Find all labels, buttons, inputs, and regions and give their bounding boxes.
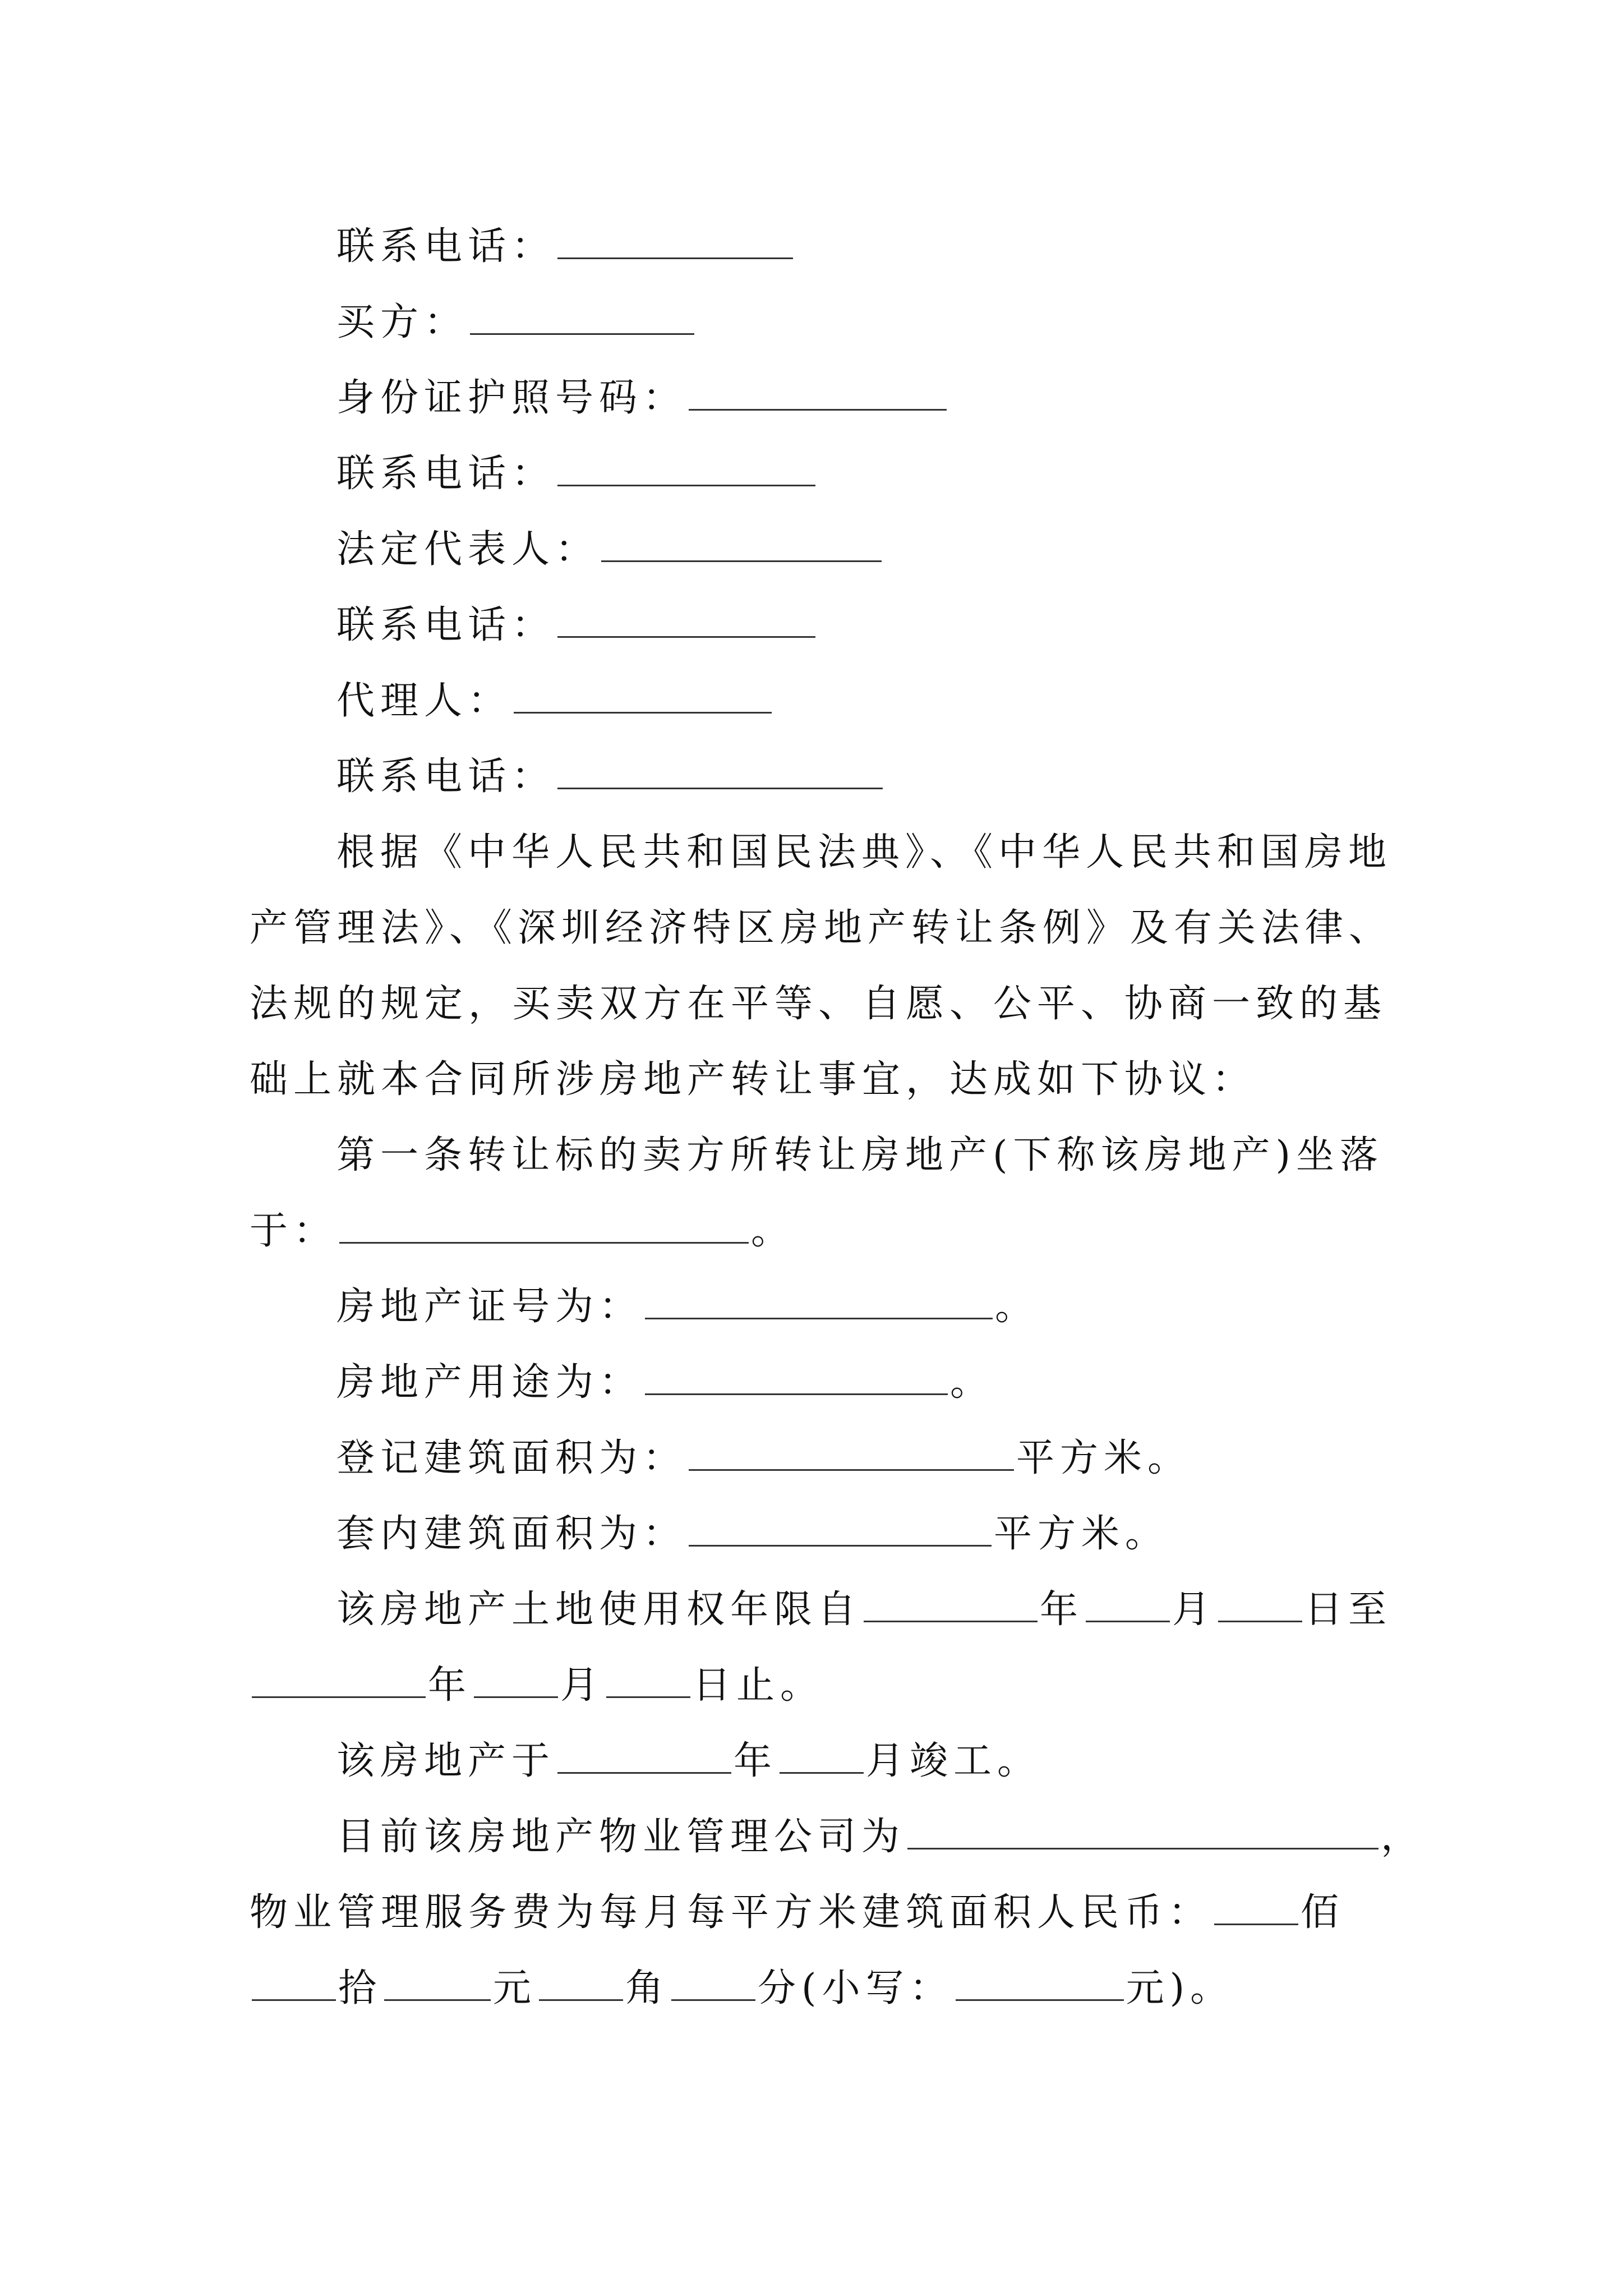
land-term-start-year-blank[interactable] <box>864 1586 1038 1622</box>
reg-area-line <box>336 1433 1191 1484</box>
legal-rep-phone-blank[interactable] <box>557 601 815 638</box>
seller-phone-line <box>336 222 795 272</box>
completion-suffix: 月竣工。 <box>866 1739 1041 1783</box>
location-suffix: 。 <box>751 1209 795 1253</box>
article-1-line-1: 第一条转让标的卖方所转让房地产(下称该房地产)坐落 <box>336 1133 1384 1177</box>
completion-month-blank[interactable] <box>780 1737 864 1774</box>
preamble-line-4: 础上就本合同所涉房地产转让事宜，达成如下协议： <box>250 1057 1256 1102</box>
completion-year-blank[interactable] <box>557 1737 731 1774</box>
cert-no-suffix: 。 <box>995 1285 1039 1329</box>
fen-paren-label: 分(小写： <box>758 1966 953 2010</box>
buyer-id-blank[interactable] <box>689 374 947 411</box>
completion-line <box>336 1736 1041 1787</box>
seller-phone-blank[interactable] <box>557 223 793 259</box>
land-term-line-2 <box>250 1660 824 1711</box>
seller-phone-label: 联系电话： <box>336 224 556 269</box>
fee-yuan-blank[interactable] <box>384 1964 491 2001</box>
cert-no-blank[interactable] <box>645 1283 993 1319</box>
preamble-line-1: 根据《中华人民共和国民法典》、《中华人民共和国房地 <box>336 830 1393 875</box>
preamble-line-2: 产管理法》、《深圳经济特区房地产转让条例》及有关法律、 <box>250 906 1393 950</box>
fee-amount-blank[interactable] <box>956 1964 1124 2001</box>
day-end-label: 日止。 <box>693 1663 824 1708</box>
inner-area-label: 套内建筑面积为： <box>336 1512 687 1556</box>
land-term-start-month-blank[interactable] <box>1086 1586 1170 1622</box>
year-label: 年 <box>1040 1588 1084 1632</box>
year-label: 年 <box>428 1663 472 1708</box>
buyer-id-line <box>336 373 949 424</box>
buyer-label: 买方： <box>336 300 468 344</box>
buyer-blank[interactable] <box>470 298 694 335</box>
agent-phone-blank[interactable] <box>557 753 883 789</box>
fee-prefix: 物业管理服务费为每月每平方米建筑面积人民币： <box>250 1890 1212 1935</box>
inner-area-unit: 平方米。 <box>994 1512 1169 1556</box>
bai-label: 佰 <box>1301 1890 1345 1935</box>
land-term-line-1 <box>336 1585 1392 1635</box>
fee-line-1 <box>250 1888 1344 1938</box>
fee-line-2 <box>250 1963 1234 2014</box>
mgmt-company-line <box>336 1812 1424 1862</box>
usage-suffix: 。 <box>950 1360 994 1405</box>
day-to-label: 日至 <box>1304 1588 1393 1632</box>
location-label: 于： <box>250 1209 338 1253</box>
yuan-label: 元 <box>493 1966 537 2010</box>
month-label: 月 <box>1172 1588 1216 1632</box>
reg-area-blank[interactable] <box>689 1434 1014 1471</box>
fee-shi-blank[interactable] <box>252 1964 336 2001</box>
cert-no-label: 房地产证号为： <box>336 1285 643 1329</box>
year-label: 年 <box>734 1739 778 1783</box>
usage-line <box>336 1358 994 1408</box>
completion-prefix: 该房地产于 <box>336 1739 556 1783</box>
shi-label: 拾 <box>338 1966 382 2010</box>
usage-blank[interactable] <box>645 1359 948 1395</box>
legal-rep-line <box>336 524 884 575</box>
article-1-line-2 <box>250 1206 795 1257</box>
mgmt-company-prefix: 目前该房地产物业管理公司为 <box>336 1815 906 1859</box>
legal-rep-label: 法定代表人： <box>336 527 600 572</box>
agent-label: 代理人： <box>336 679 512 723</box>
land-term-end-month-blank[interactable] <box>474 1662 558 1698</box>
agent-phone-label: 联系电话： <box>336 754 556 799</box>
buyer-line <box>336 297 697 348</box>
preamble-line-3: 法规的规定，买卖双方在平等、自愿、公平、协商一致的基 <box>250 982 1387 1026</box>
mgmt-company-blank[interactable] <box>907 1813 1378 1849</box>
inner-area-line <box>336 1509 1169 1559</box>
land-term-end-day-blank[interactable] <box>606 1662 690 1698</box>
legal-rep-phone-label: 联系电话： <box>336 603 556 647</box>
jiao-label: 角 <box>625 1966 670 2010</box>
month-label: 月 <box>560 1663 605 1708</box>
agent-phone-line <box>336 752 885 802</box>
yuan-end-label: 元)。 <box>1126 1966 1234 2010</box>
fee-fen-blank[interactable] <box>671 1964 755 2001</box>
buyer-id-label: 身份证护照号码： <box>336 376 687 420</box>
buyer-phone-blank[interactable] <box>557 450 815 486</box>
cert-no-line <box>336 1282 1039 1332</box>
inner-area-blank[interactable] <box>689 1510 992 1547</box>
legal-rep-blank[interactable] <box>601 526 882 562</box>
agent-line <box>336 676 774 726</box>
fee-bai-blank[interactable] <box>1214 1889 1298 1925</box>
location-blank[interactable] <box>339 1207 749 1244</box>
agent-blank[interactable] <box>514 677 772 714</box>
buyer-phone-line <box>336 449 818 499</box>
mgmt-company-comma: ， <box>1381 1815 1425 1859</box>
fee-jiao-blank[interactable] <box>539 1964 623 2001</box>
reg-area-unit: 平方米。 <box>1016 1436 1192 1480</box>
land-term-start-day-blank[interactable] <box>1218 1586 1302 1622</box>
land-term-prefix: 该房地产土地使用权年限自 <box>336 1588 862 1632</box>
reg-area-label: 登记建筑面积为： <box>336 1436 687 1480</box>
land-term-end-year-blank[interactable] <box>252 1662 426 1698</box>
usage-label: 房地产用途为： <box>336 1360 643 1405</box>
legal-rep-phone-line <box>336 600 818 651</box>
buyer-phone-label: 联系电话： <box>336 452 556 496</box>
